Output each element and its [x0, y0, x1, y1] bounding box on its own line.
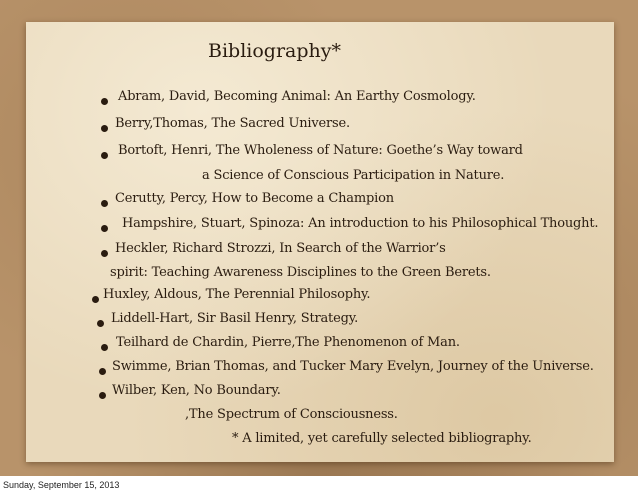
bullet-icon	[97, 320, 104, 327]
bullet-icon	[101, 152, 108, 159]
bibliography-entry-continued: a Science of Conscious Participation in Nature.	[202, 168, 505, 183]
bibliography-entry: Abram, David, Becoming Animal: An Earthy Cosmology.	[118, 89, 476, 104]
bibliography-entry: Swimme, Brian Thomas, and Tucker Mary Evelyn, Journey of the Universe.	[112, 359, 594, 374]
bibliography-entry: Liddell-Hart, Sir Basil Henry, Strategy.	[111, 311, 359, 326]
bullet-icon	[99, 368, 106, 375]
bullet-icon	[101, 98, 108, 105]
bibliography-entry: Bortoft, Henri, The Wholeness of Nature: Goethe’s Way toward	[118, 143, 523, 158]
bibliography-entry-continued: ,The Spectrum of Consciousness.	[185, 407, 398, 422]
bibliography-entry: Huxley, Aldous, The Perennial Philosophy.	[103, 287, 371, 302]
bullet-icon	[92, 296, 99, 303]
bullet-icon	[101, 125, 108, 132]
bibliography-footnote: * A limited, yet carefully selected bibliography.	[232, 431, 532, 446]
bibliography-entry: Cerutty, Percy, How to Become a Champion	[115, 191, 394, 206]
bullet-icon	[101, 344, 108, 351]
bibliography-entry-continued: spirit: Teaching Awareness Disciplines to the Green Berets.	[110, 265, 491, 280]
bullet-icon	[101, 250, 108, 257]
bibliography-entry: Heckler, Richard Strozzi, In Search of the Warrior’s	[115, 241, 446, 256]
bibliography-entry: Wilber, Ken, No Boundary.	[112, 383, 281, 398]
slide-title: Bibliography*	[208, 40, 341, 62]
bullet-icon	[101, 200, 108, 207]
bibliography-entry: Berry,Thomas, The Sacred Universe.	[115, 116, 350, 131]
bibliography-entry: Teilhard de Chardin, Pierre,The Phenomenon of Man.	[116, 335, 460, 350]
bibliography-entry: Hampshire, Stuart, Spinoza: An introduction to his Philosophical Thought.	[122, 216, 599, 231]
footer-date: Sunday, September 15, 2013	[3, 480, 120, 490]
bullet-icon	[101, 225, 108, 232]
bullet-icon	[99, 392, 106, 399]
